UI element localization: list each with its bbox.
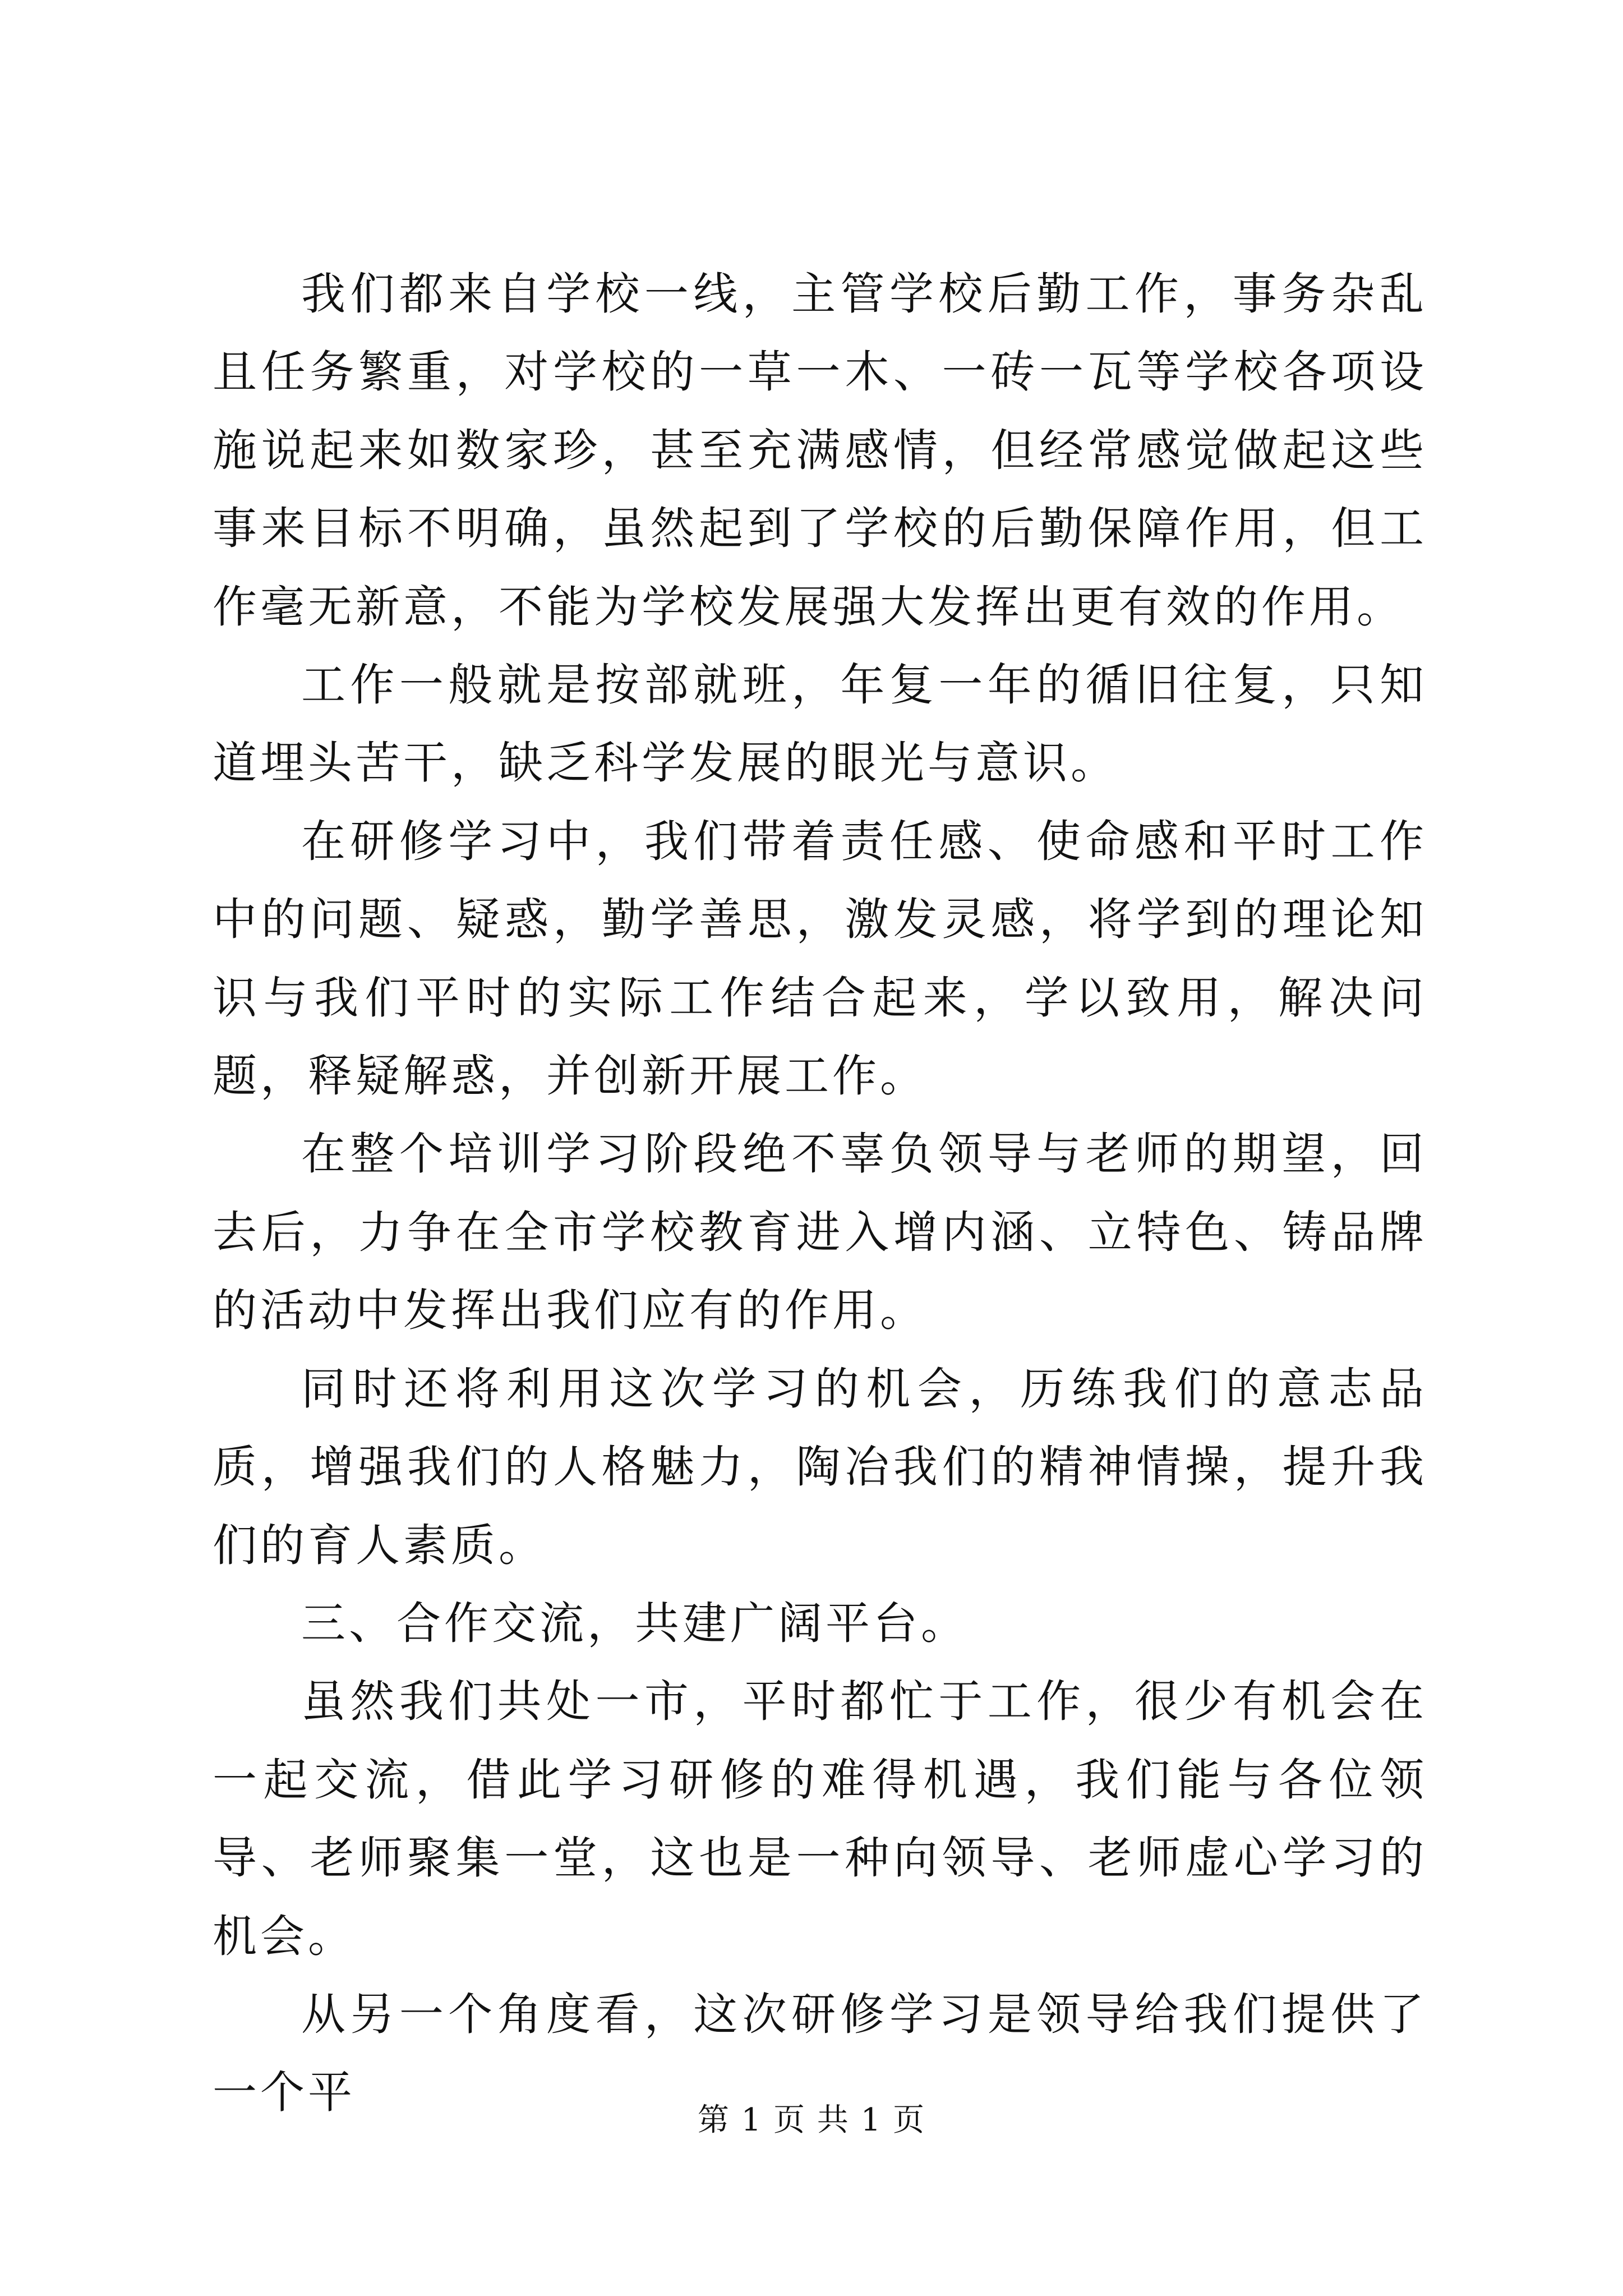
paragraph: 工作一般就是按部就班，年复一年的循旧往复，只知道埋头苦干，缺乏科学发展的眼光与意识。 [213, 659, 1427, 789]
paragraph: 虽然我们共处一市，平时都忙于工作，很少有机会在一起交流，借此学习研修的难得机遇，我们能与各位领导、老师聚集一堂，这也是一种向领导、老师虚心学习的机会。 [213, 1676, 1427, 1962]
document-body [213, 255, 1427, 2132]
section-heading: 三、合作交流，共建广阔平台。 [301, 1597, 969, 1649]
page-footer [0, 2101, 1623, 2140]
paragraph: 从另一个角度看，这次研修学习是领导给我们提供了一个平 [213, 1988, 1427, 2119]
paragraph: 同时还将利用这次学习的机会，历练我们的意志品质，增强我们的人格魅力，陶冶我们的精神情操，提升我们的育人素质。 [213, 1363, 1427, 1571]
paragraph: 在研修学习中，我们带着责任感、使命感和平时工作中的问题、疑惑，勤学善思，激发灵感，将学到的理论知识与我们平时的实际工作结合起来，学以致用，解决问题，释疑解惑，并创新开展工作。 [213, 815, 1427, 1102]
paragraph: 在整个培训学习阶段绝不辜负领导与老师的期望，回去后，力争在全市学校教育进入增内涵、立特色、铸品牌的活动中发挥出我们应有的作用。 [213, 1128, 1427, 1337]
paragraph: 我们都来自学校一线，主管学校后勤工作，事务杂乱且任务繁重，对学校的一草一木、一砖一瓦等学校各项设施说起来如数家珍，甚至充满感情，但经常感觉做起这些事来目标不明确，虽然起到了学校的后勤保障作用，但工作毫无新意，不能为学校发展强大发挥出更有效的作用。 [213, 268, 1427, 633]
page-number-label: 第 1 页 共 1 页 [697, 2102, 926, 2138]
